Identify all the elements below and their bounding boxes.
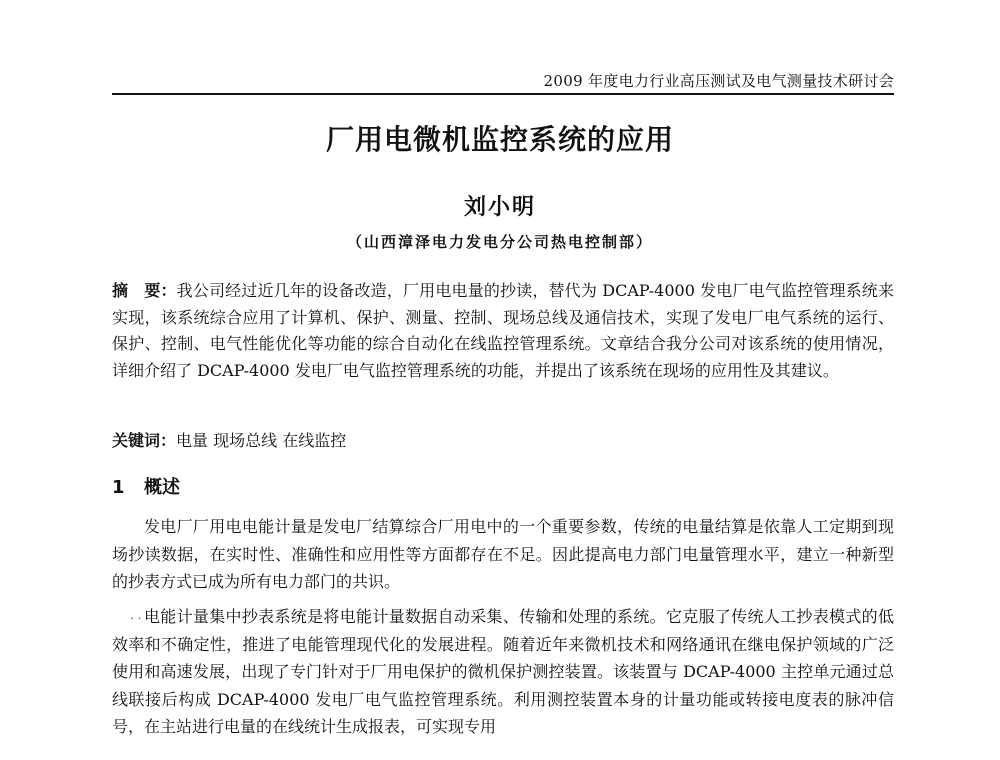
- abstract-label: 摘 要：: [112, 281, 177, 300]
- keywords-text: 电量 现场总线 在线监控: [176, 431, 347, 450]
- running-header: 2009 年度电力行业高压测试及电气测量技术研讨会: [543, 72, 894, 90]
- section-title: 概述: [144, 477, 180, 498]
- body-paragraph: 电能计量集中抄表系统是将电能计量数据自动采集、传输和处理的系统。它克服了传统人工抄表模式的低效率和不确定性，推进了电能管理现代化的发展进程。随着近年来微机技术和网络通讯在继电保护领域的广泛使用和高速发展，出现了专门针对于厂用电保护的微机保护测控装置。该装置与 DCAP-4000 主控单元通过总线联接后构成 DCAP-4000 发电厂电气监控管理系统。利用测控装置本身的计量功能或转接电度表的脉冲信号，在主站进行电量的在线统计生成报表，可实现专用: [112, 607, 894, 736]
- keywords-label: 关键词：: [112, 431, 177, 450]
- abstract: [112, 278, 894, 384]
- paper-author: 刘小明: [463, 194, 536, 220]
- scan-artifact-dots: . . .: [130, 608, 150, 622]
- paper-affiliation: （山西漳泽电力发电分公司热电控制部）: [346, 233, 653, 251]
- section-heading: [112, 473, 180, 499]
- header-rule: [112, 93, 894, 95]
- paper-title: 厂用电微机监控系统的应用: [325, 123, 674, 156]
- keywords: [112, 428, 894, 454]
- section-number: 1: [112, 477, 125, 498]
- abstract-text: 我公司经过近几年的设备改造，厂用电电量的抄读，替代为 DCAP-4000 发电厂电气监控管理系统来实现，该系统综合应用了计算机、保护、测量、控制、现场总线及通信技术，实现了发电厂电气系统的运行、保护、控制、电气性能优化等功能的综合自动化在线监控管理系统。文章结合我分公司对该系统的使用情况，详细介绍了 DCAP-4000 发电厂电气监控管理系统的功能，并提出了该系统在现场的应用性及其建议。: [112, 281, 894, 380]
- body-paragraph: 发电厂厂用电电能计量是发电厂结算综合厂用电中的一个重要参数，传统的电量结算是依靠人工定期到现场抄读数据，在实时性、准确性和应用性等方面都存在不足。因此提高电力部门电量管理水平，建立一种新型的抄表方式已成为所有电力部门的共识。: [112, 517, 894, 591]
